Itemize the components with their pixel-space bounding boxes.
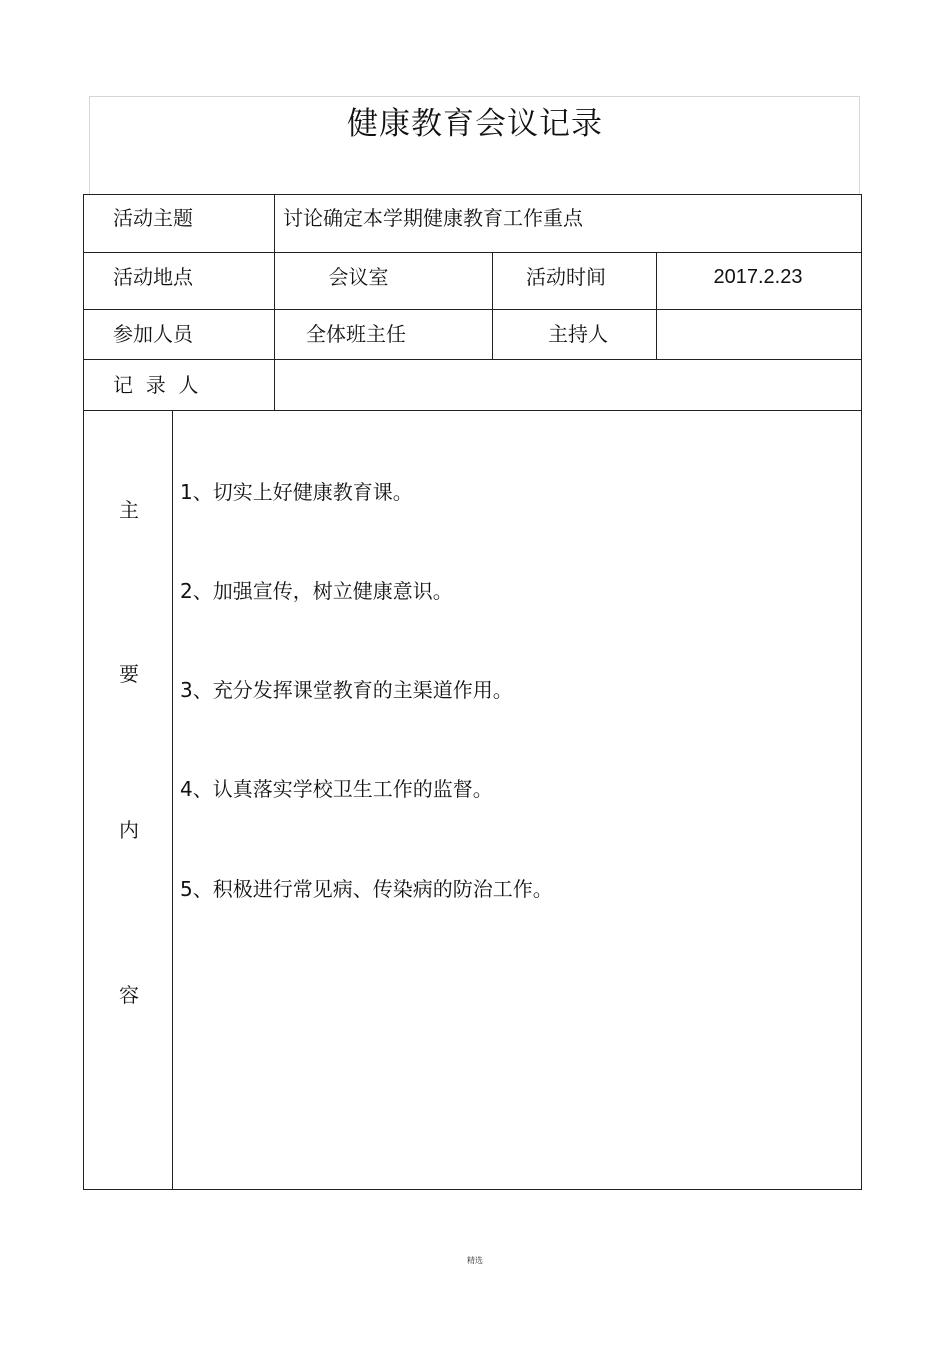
table-rule xyxy=(83,309,862,310)
table-rule xyxy=(83,1189,862,1190)
recorder-label: 记 录 人 xyxy=(113,373,199,397)
side-label-char: 容 xyxy=(119,983,139,1007)
topic-label: 活动主题 xyxy=(113,206,193,230)
time-label: 活动时间 xyxy=(526,265,606,289)
content-item: 4、认真落实学校卫生工作的监督。 xyxy=(180,777,493,801)
table-rule xyxy=(83,252,862,253)
table-rule xyxy=(83,194,862,195)
time-value: 2017.2.23 xyxy=(713,266,803,288)
participants-label: 参加人员 xyxy=(113,322,193,346)
table-rule xyxy=(274,194,275,411)
host-label: 主持人 xyxy=(548,322,608,346)
table-rule xyxy=(83,359,862,360)
content-item: 2、加强宣传，树立健康意识。 xyxy=(180,579,453,603)
page-footer: 精选 xyxy=(467,1256,483,1265)
document-title: 健康教育会议记录 xyxy=(347,106,603,142)
side-label-char: 要 xyxy=(119,662,139,686)
content-item: 1、切实上好健康教育课。 xyxy=(180,480,413,504)
table-rule xyxy=(83,410,862,411)
participants-value: 全体班主任 xyxy=(306,322,406,346)
side-label-char: 主 xyxy=(119,498,139,522)
table-rule xyxy=(861,194,862,1190)
side-label-char: 内 xyxy=(119,818,139,842)
place-label: 活动地点 xyxy=(113,265,193,289)
table-rule xyxy=(83,194,84,1190)
topic-value: 讨论确定本学期健康教育工作重点 xyxy=(283,206,583,230)
place-value: 会议室 xyxy=(328,265,389,289)
content-item: 5、积极进行常见病、传染病的防治工作。 xyxy=(180,877,553,901)
content-item: 3、充分发挥课堂教育的主渠道作用。 xyxy=(180,678,513,702)
table-rule xyxy=(172,410,173,1190)
